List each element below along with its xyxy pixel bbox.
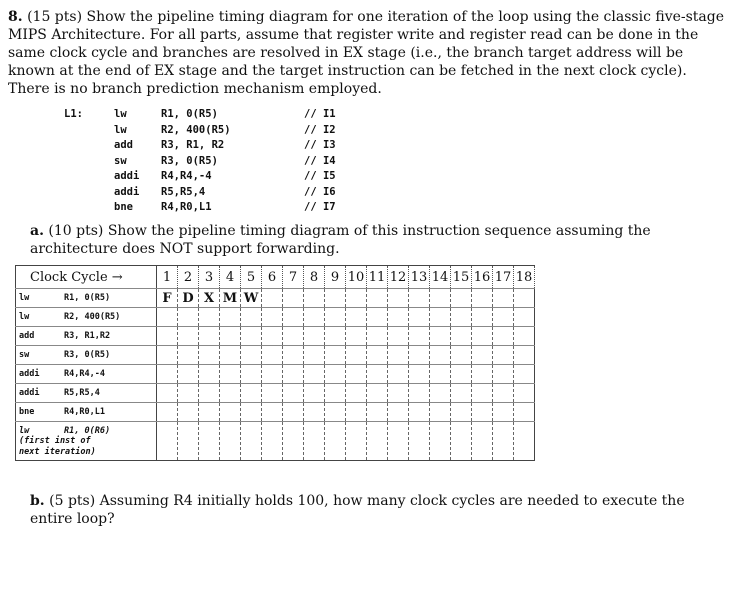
stage-cell[interactable] <box>472 289 493 308</box>
stage-cell[interactable] <box>178 327 199 346</box>
cycle-number: 1 <box>157 266 178 289</box>
stage-cell[interactable] <box>409 403 430 422</box>
stage-cell[interactable] <box>346 308 367 327</box>
table-row <box>16 346 535 365</box>
table-header-row <box>16 266 535 289</box>
stage-cell[interactable] <box>157 365 178 384</box>
instruction-cell <box>16 365 157 384</box>
stage-cell[interactable] <box>304 384 325 403</box>
code-comment: // I5 <box>304 170 336 182</box>
cycle-number: 18 <box>514 266 535 289</box>
code-operands: R4,R4,-4 <box>161 170 212 182</box>
instruction-note: (first inst of next iteration) <box>19 436 96 457</box>
stage-cell[interactable] <box>367 422 388 461</box>
stage-cell[interactable] <box>346 365 367 384</box>
part-b-label: b. <box>30 493 45 509</box>
stage-cell[interactable] <box>472 403 493 422</box>
instruction-cell <box>16 289 157 308</box>
cycle-number: 10 <box>346 266 367 289</box>
stage-cell[interactable] <box>451 346 472 365</box>
stage-cell[interactable] <box>430 384 451 403</box>
stage-cell[interactable] <box>220 403 241 422</box>
stage-cell[interactable] <box>262 289 283 308</box>
stage-cell[interactable] <box>388 422 409 461</box>
stage-cell[interactable] <box>493 403 514 422</box>
stage-cell[interactable] <box>514 289 535 308</box>
cycle-number: 8 <box>304 266 325 289</box>
stage-cell[interactable] <box>388 327 409 346</box>
code-comment: // I6 <box>304 185 336 198</box>
stage-cell[interactable] <box>472 346 493 365</box>
stage-cell[interactable] <box>199 327 220 346</box>
instruction-operands: R5,R5,4 <box>64 388 100 398</box>
stage-cell[interactable] <box>178 422 199 461</box>
stage-cell[interactable] <box>304 327 325 346</box>
code-operands: R3, R1, R2 <box>161 139 225 151</box>
code-operands: R3, 0(R5) <box>161 154 218 167</box>
stage-cell[interactable] <box>493 422 514 461</box>
stage-cell[interactable] <box>199 422 220 461</box>
stage-cell[interactable] <box>283 422 304 461</box>
code-opcode: addi <box>114 170 140 182</box>
stage-cell[interactable] <box>388 403 409 422</box>
stage-cell[interactable] <box>325 327 346 346</box>
stage-cell[interactable] <box>283 365 304 384</box>
stage-cell[interactable] <box>430 346 451 365</box>
stage-cell[interactable] <box>178 365 199 384</box>
stage-cell[interactable] <box>283 384 304 403</box>
stage-cell[interactable] <box>325 346 346 365</box>
stage-cell[interactable] <box>241 384 262 403</box>
stage-cell[interactable] <box>346 403 367 422</box>
code-comment: // I2 <box>304 123 336 136</box>
cycle-number: 2 <box>178 266 199 289</box>
stage-cell[interactable] <box>367 327 388 346</box>
stage-cell[interactable] <box>409 365 430 384</box>
stage-cell[interactable] <box>262 403 283 422</box>
table-row <box>16 384 535 403</box>
cycle-number: 14 <box>430 266 451 289</box>
stage-cell[interactable] <box>157 327 178 346</box>
instruction-opcode: bne <box>19 407 35 417</box>
code-opcode: add <box>114 139 133 151</box>
instruction-opcode: add <box>19 331 35 341</box>
stage-cell[interactable] <box>451 308 472 327</box>
stage-cell[interactable] <box>388 289 409 308</box>
cycle-number: 12 <box>388 266 409 289</box>
code-opcode: lw <box>114 123 127 136</box>
stage-cell[interactable] <box>304 403 325 422</box>
instruction-opcode: addi <box>19 369 40 379</box>
instruction-cell <box>16 308 157 327</box>
stage-cell[interactable] <box>472 384 493 403</box>
code-line <box>64 155 364 171</box>
stage-cell[interactable]: M <box>220 289 241 308</box>
stage-cell[interactable] <box>304 289 325 308</box>
code-comment: // I4 <box>304 154 336 167</box>
code-opcode: sw <box>114 154 127 167</box>
stage-cell[interactable] <box>430 308 451 327</box>
cycle-number: 11 <box>367 266 388 289</box>
cycle-number: 4 <box>220 266 241 289</box>
code-listing <box>64 108 364 217</box>
part-a <box>30 222 710 258</box>
table-row <box>16 403 535 422</box>
stage-cell[interactable] <box>157 308 178 327</box>
stage-cell[interactable] <box>514 308 535 327</box>
stage-cell[interactable] <box>199 384 220 403</box>
stage-cell[interactable] <box>430 289 451 308</box>
table-row <box>16 365 535 384</box>
instruction-operands: R4,R0,L1 <box>64 407 105 417</box>
stage-cell[interactable] <box>388 384 409 403</box>
stage-cell[interactable] <box>241 308 262 327</box>
stage-cell[interactable] <box>283 403 304 422</box>
instruction-opcode: lw <box>19 293 30 303</box>
stage-cell[interactable] <box>451 327 472 346</box>
cycle-number: 16 <box>472 266 493 289</box>
stage-cell[interactable] <box>409 384 430 403</box>
code-label: L1: <box>64 108 83 120</box>
stage-cell[interactable] <box>493 289 514 308</box>
instruction-cell <box>16 327 157 346</box>
stage-cell[interactable] <box>493 346 514 365</box>
stage-cell[interactable] <box>493 308 514 327</box>
cycle-number: 9 <box>325 266 346 289</box>
instruction-cell <box>16 346 157 365</box>
stage-cell[interactable] <box>304 346 325 365</box>
code-line <box>64 124 364 140</box>
stage-cell[interactable] <box>451 403 472 422</box>
code-comment: // I7 <box>304 201 336 213</box>
stage-cell[interactable] <box>346 422 367 461</box>
stage-cell[interactable] <box>262 365 283 384</box>
stage-cell[interactable] <box>409 422 430 461</box>
stage-cell[interactable]: W <box>241 289 262 308</box>
code-line <box>64 139 364 155</box>
stage-cell[interactable] <box>514 422 535 461</box>
cycle-number: 17 <box>493 266 514 289</box>
instruction-opcode: lw <box>19 312 30 322</box>
instruction-cell <box>16 422 157 461</box>
stage-cell[interactable] <box>178 403 199 422</box>
stage-cell[interactable] <box>430 403 451 422</box>
problem-statement <box>8 8 728 98</box>
stage-cell[interactable] <box>409 308 430 327</box>
stage-cell[interactable] <box>262 346 283 365</box>
stage-cell[interactable] <box>451 422 472 461</box>
stage-cell[interactable] <box>346 289 367 308</box>
table-row <box>16 422 535 461</box>
instruction-operands: R2, 400(R5) <box>64 312 121 322</box>
stage-cell[interactable] <box>199 308 220 327</box>
stage-cell[interactable] <box>472 422 493 461</box>
stage-cell[interactable] <box>199 365 220 384</box>
stage-cell[interactable] <box>409 346 430 365</box>
stage-cell[interactable] <box>325 422 346 461</box>
instruction-operands: R4,R4,-4 <box>64 369 105 379</box>
code-opcode: lw <box>114 108 127 120</box>
instruction-cell <box>16 403 157 422</box>
stage-cell[interactable] <box>325 384 346 403</box>
cycle-number: 5 <box>241 266 262 289</box>
stage-cell[interactable] <box>388 365 409 384</box>
stage-cell[interactable] <box>409 327 430 346</box>
stage-cell[interactable] <box>220 422 241 461</box>
cycle-number: 15 <box>451 266 472 289</box>
stage-cell[interactable] <box>157 346 178 365</box>
stage-cell[interactable] <box>241 365 262 384</box>
stage-cell[interactable] <box>367 289 388 308</box>
stage-cell[interactable] <box>262 422 283 461</box>
code-line <box>64 201 364 217</box>
stage-cell[interactable] <box>325 365 346 384</box>
part-a-text: (10 pts) Show the pipeline timing diagram of this instruction sequence assuming the architecture does NOT support forwarding. <box>30 223 651 257</box>
stage-cell[interactable] <box>325 403 346 422</box>
stage-cell[interactable] <box>199 403 220 422</box>
stage-cell[interactable] <box>430 327 451 346</box>
stage-cell[interactable] <box>451 289 472 308</box>
cycle-number: 3 <box>199 266 220 289</box>
stage-cell[interactable] <box>472 365 493 384</box>
stage-cell[interactable] <box>430 422 451 461</box>
table-row <box>16 327 535 346</box>
stage-cell[interactable] <box>409 289 430 308</box>
stage-cell[interactable] <box>178 308 199 327</box>
code-line <box>64 186 364 202</box>
stage-cell[interactable] <box>388 308 409 327</box>
stage-cell[interactable] <box>514 346 535 365</box>
stage-cell[interactable] <box>304 308 325 327</box>
stage-cell[interactable] <box>241 403 262 422</box>
stage-cell[interactable] <box>220 346 241 365</box>
stage-cell[interactable] <box>262 327 283 346</box>
stage-cell[interactable] <box>367 308 388 327</box>
stage-cell[interactable] <box>157 422 178 461</box>
stage-cell[interactable] <box>304 422 325 461</box>
cycle-number: 6 <box>262 266 283 289</box>
stage-cell[interactable] <box>514 365 535 384</box>
stage-cell[interactable] <box>472 327 493 346</box>
stage-cell[interactable] <box>388 346 409 365</box>
stage-cell[interactable] <box>346 384 367 403</box>
instruction-opcode: sw <box>19 350 30 360</box>
stage-cell[interactable] <box>283 346 304 365</box>
stage-cell[interactable] <box>241 327 262 346</box>
table-row <box>16 308 535 327</box>
stage-cell[interactable] <box>514 327 535 346</box>
code-operands: R1, 0(R5) <box>161 108 218 120</box>
stage-cell[interactable] <box>199 346 220 365</box>
table-row <box>16 289 535 308</box>
stage-cell[interactable] <box>283 308 304 327</box>
code-operands: R5,R5,4 <box>161 185 206 198</box>
code-line <box>64 108 364 124</box>
code-operands: R2, 400(R5) <box>161 123 231 136</box>
stage-cell[interactable] <box>283 327 304 346</box>
stage-cell[interactable] <box>430 365 451 384</box>
stage-cell[interactable] <box>262 384 283 403</box>
problem-number: 8. <box>8 9 23 25</box>
instruction-operands: R1, 0(R5) <box>64 293 111 303</box>
instruction-operands: R3, 0(R5) <box>64 350 111 360</box>
stage-cell[interactable] <box>493 365 514 384</box>
stage-cell[interactable] <box>157 384 178 403</box>
cycle-number: 7 <box>283 266 304 289</box>
code-comment: // I3 <box>304 139 336 151</box>
stage-cell[interactable] <box>346 327 367 346</box>
stage-cell[interactable] <box>346 346 367 365</box>
stage-cell[interactable]: X <box>199 289 220 308</box>
code-opcode: bne <box>114 201 133 213</box>
stage-cell[interactable] <box>451 384 472 403</box>
stage-cell[interactable] <box>493 327 514 346</box>
stage-cell[interactable] <box>451 365 472 384</box>
stage-cell[interactable] <box>514 384 535 403</box>
stage-cell[interactable] <box>472 308 493 327</box>
part-a-label: a. <box>30 223 44 239</box>
stage-cell[interactable] <box>220 384 241 403</box>
stage-cell[interactable] <box>304 365 325 384</box>
code-opcode: addi <box>114 185 140 198</box>
part-b-text: (5 pts) Assuming R4 initially holds 100, how many clock cycles are needed to execute the entire loop? <box>30 493 685 527</box>
code-operands: R4,R0,L1 <box>161 201 212 213</box>
code-line <box>64 170 364 186</box>
stage-cell[interactable] <box>325 289 346 308</box>
instruction-operands: R3, R1,R2 <box>64 331 111 341</box>
stage-cell[interactable] <box>367 346 388 365</box>
part-b <box>30 492 730 528</box>
stage-cell[interactable] <box>220 308 241 327</box>
cycle-number: 13 <box>409 266 430 289</box>
stage-cell[interactable] <box>325 308 346 327</box>
stage-cell[interactable] <box>283 289 304 308</box>
stage-cell[interactable] <box>220 365 241 384</box>
code-comment: // I1 <box>304 108 336 120</box>
stage-cell[interactable] <box>220 327 241 346</box>
instruction-opcode: lw <box>19 426 30 436</box>
stage-cell[interactable] <box>241 346 262 365</box>
stage-cell[interactable] <box>493 384 514 403</box>
stage-cell[interactable] <box>178 384 199 403</box>
clock-cycle-label: Clock Cycle → <box>16 266 157 289</box>
instruction-operands: R1, 0(R6) <box>64 426 111 436</box>
problem-text: (15 pts) Show the pipeline timing diagram for one iteration of the loop using the classic five-stage MIPS Architecture. For all parts, assume that register write and register read can be done in the same clock cycle and branches are resolved in EX stage (i.e., the branch target address will be known at the end of EX stage and the target instruction can be fetched in the next clock cycle). There is no branch prediction mechanism employed. <box>8 9 725 97</box>
stage-cell[interactable] <box>367 403 388 422</box>
stage-cell[interactable] <box>178 346 199 365</box>
instruction-opcode: addi <box>19 388 40 398</box>
instruction-cell <box>16 384 157 403</box>
stage-cell[interactable] <box>367 384 388 403</box>
stage-cell[interactable] <box>241 422 262 461</box>
stage-cell[interactable] <box>514 403 535 422</box>
stage-cell[interactable] <box>367 365 388 384</box>
stage-cell[interactable] <box>262 308 283 327</box>
stage-cell[interactable]: F <box>157 289 178 308</box>
pipeline-table <box>15 265 535 461</box>
stage-cell[interactable] <box>157 403 178 422</box>
stage-cell[interactable]: D <box>178 289 199 308</box>
